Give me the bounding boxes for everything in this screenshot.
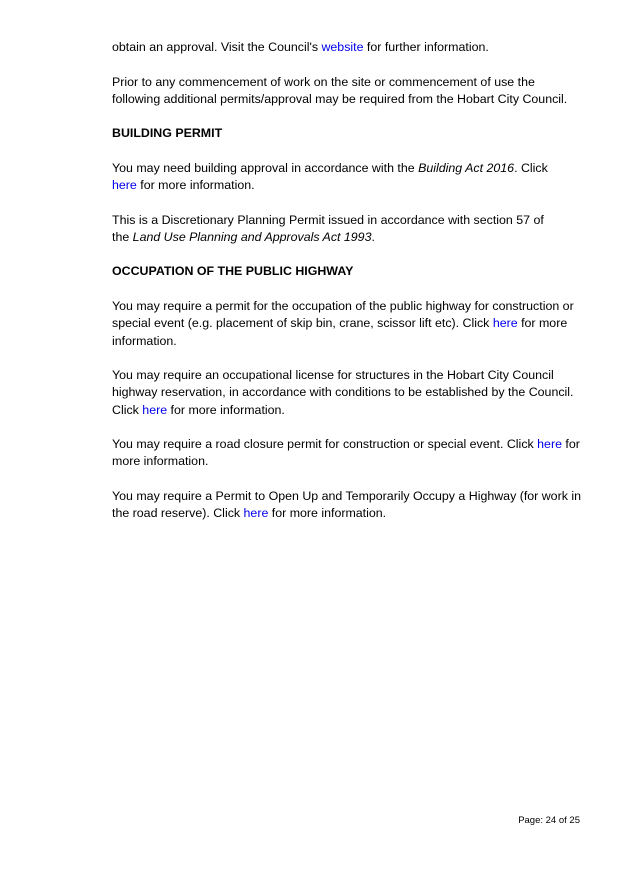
road-closure-here-link[interactable]: here [537, 437, 562, 451]
paragraph-text: obtain an approval. Visit the Council's [112, 40, 322, 54]
paragraph-text: for further information. [363, 40, 489, 54]
paragraph-text: for more information. [112, 316, 568, 348]
building-permit-heading: BUILDING PERMIT [112, 126, 223, 140]
paragraph-text: You may require a road closure permit for construction or special event. Click [112, 437, 538, 451]
paragraph-highway-occupation [112, 298, 582, 350]
paragraph-text: for more information. [167, 402, 285, 417]
paragraph-text: You may require a Permit to Open Up and Temporarily Occupy a Highway (for work in the road reserve). Click [112, 489, 581, 521]
paragraph-text: the [112, 230, 133, 245]
paragraph-occupational-license [112, 367, 582, 419]
paragraph-text: You may require an occupational license for structures in the Hobart City Council highway reservation, in accordance with conditions to be established by the Council. Click [112, 368, 574, 417]
public-highway-heading: OCCUPATION OF THE PUBLIC HIGHWAY [112, 264, 354, 278]
paragraph-text: This is a Discretionary Planning Permit issued in accordance with section 57 of [112, 213, 544, 227]
building-approval-here-link[interactable]: here [112, 178, 137, 193]
paragraph-road-closure [112, 436, 582, 471]
paragraph-text: You may need building approval in accordance with the [112, 161, 419, 175]
occupational-license-here-link[interactable]: here [142, 402, 168, 417]
paragraph-text: for more information. [136, 178, 255, 193]
paragraph-text: for more information. [268, 506, 387, 521]
paragraph-text: . Click [514, 161, 548, 175]
website-link[interactable]: website [321, 40, 364, 54]
highway-occupation-here-link[interactable]: here [492, 316, 518, 331]
paragraph-text: for more information. [112, 437, 580, 469]
paragraph-additional-permits: Prior to any commencement of work on the site or commencement of use the following additional permits/approval may be required from the Hobart City Council. [112, 75, 568, 107]
paragraph-building-approval [112, 160, 582, 195]
paragraph-approval-continuation [112, 39, 582, 56]
paragraph-text: . [371, 230, 375, 245]
planning-act-title: Land Use Planning and Approvals Act 1993 [132, 230, 372, 245]
paragraph-discretionary-permit [112, 212, 582, 247]
open-up-highway-here-link[interactable]: here [243, 506, 269, 521]
page-number: Page: 24 of 25 [518, 815, 580, 826]
paragraph-text: You may require a permit for the occupation of the public highway for construction or special event (e.g. placement of skip bin, crane, scissor lift etc). Click [112, 299, 574, 331]
building-act-title: Building Act 2016 [418, 161, 515, 175]
paragraph-open-up-highway [112, 488, 582, 523]
